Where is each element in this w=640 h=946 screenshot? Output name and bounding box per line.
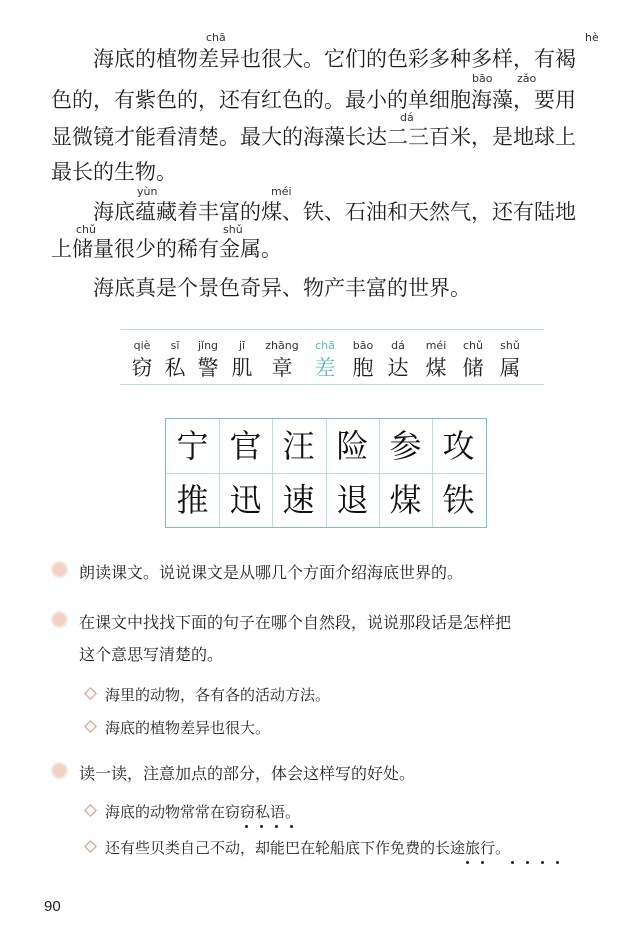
grid-char: 官	[229, 427, 262, 465]
writing-grid	[165, 418, 487, 528]
grid-char: 宁	[176, 427, 209, 465]
vocab-top-line	[120, 329, 544, 330]
grid-char: 推	[176, 481, 209, 519]
exercise-bullet-icon	[51, 561, 68, 578]
grid-char: 参	[389, 427, 422, 465]
exercise-1-text: 朗读课文。说说课文是从哪几个方面介绍海底世界的。	[79, 563, 464, 582]
grid-char: 速	[282, 481, 315, 519]
diamond-bullet-icon	[84, 687, 97, 700]
vocab-char: 私	[164, 356, 186, 380]
pinyin-zao: zǎo	[517, 72, 537, 85]
pinyin-shu: shǔ	[223, 223, 243, 236]
diamond-bullet-icon	[84, 840, 97, 853]
pinyin-chu: chǔ	[76, 223, 96, 236]
emphasis-dot	[290, 825, 293, 828]
exercise-3-text: 读一读，注意加点的部分，体会这样写的好处。	[79, 764, 416, 783]
vocab-char: 窃	[131, 356, 153, 380]
paragraph-1-line-4: 最长的生物。	[51, 160, 177, 184]
grid-char: 攻	[442, 427, 475, 465]
vocab-pinyin: shǔ	[500, 339, 520, 352]
vocab-char: 章	[271, 356, 293, 380]
exercise-bullet-icon	[51, 611, 68, 628]
exercise-2-item-2: 海底的植物差异也很大。	[105, 719, 271, 737]
paragraph-2-line-1: 海底蕴藏着丰富的煤、铁、石油和天然气，还有陆地	[93, 200, 576, 224]
paragraph-1-line-1: 海底的植物差异也很大。它们的色彩多种多样，有褐	[93, 47, 576, 71]
pinyin-yun: yùn	[137, 185, 158, 198]
grid-char: 险	[336, 427, 369, 465]
pinyin-mei: méi	[271, 185, 292, 198]
vocab-char: 胞	[352, 356, 374, 380]
vocab-char: 属	[499, 356, 521, 380]
vocab-pinyin: jī	[238, 339, 246, 352]
emphasis-dot	[481, 861, 484, 864]
vocab-pinyin: qiè	[133, 339, 151, 352]
vocab-char-highlight: 差	[314, 356, 336, 380]
vocab-pinyin: jǐng	[197, 339, 219, 352]
grid-char: 煤	[389, 481, 422, 519]
emphasis-dot	[541, 861, 544, 864]
exercise-3-item-1: 海底的动物常常在窃窃私语。	[105, 803, 301, 821]
diamond-bullet-icon	[84, 720, 97, 733]
vocab-char: 肌	[231, 356, 253, 380]
exercise-2-text-line-1: 在课文中找找下面的句子在哪个自然段，说说那段话是怎样把	[79, 613, 512, 632]
pinyin-da: dá	[400, 111, 414, 124]
vocab-char: 煤	[425, 356, 447, 380]
pinyin-bao: bāo	[472, 72, 493, 85]
paragraph-3-line-1: 海底真是个景色奇异、物产丰富的世界。	[93, 276, 471, 300]
vocab-bottom-line	[120, 384, 544, 385]
vocab-pinyin: bāo	[352, 339, 374, 352]
emphasis-dot	[275, 825, 278, 828]
vocab-pinyin-highlight: chā	[315, 339, 335, 352]
exercise-2-item-1: 海里的动物，各有各的活动方法。	[105, 686, 331, 704]
diamond-bullet-icon	[84, 804, 97, 817]
grid-char: 汪	[282, 427, 315, 465]
vocab-char: 警	[197, 356, 219, 380]
pinyin-he: hè	[585, 31, 599, 44]
paragraph-1-line-3: 显微镜才能看清楚。最大的海藻长达二三百米，是地球上	[51, 125, 576, 149]
grid-char: 退	[336, 481, 369, 519]
page-number: 90	[44, 898, 61, 915]
vocab-pinyin: zhāng	[265, 339, 299, 352]
exercise-3-item-2: 还有些贝类自己不动，却能巴在轮船底下作免费的长途旅行。	[105, 839, 511, 857]
exercise-2-text-line-2: 这个意思写清楚的。	[79, 645, 224, 664]
grid-char: 铁	[442, 481, 475, 519]
emphasis-dot	[556, 861, 559, 864]
emphasis-dot	[245, 825, 248, 828]
emphasis-dot	[526, 861, 529, 864]
vocab-pinyin: méi	[425, 339, 447, 352]
emphasis-dot	[260, 825, 263, 828]
emphasis-dot	[466, 861, 469, 864]
vocab-pinyin: sī	[170, 339, 180, 352]
paragraph-1-line-2: 色的，有紫色的，还有红色的。最小的单细胞海藻，要用	[51, 88, 576, 112]
grid-char: 迅	[229, 481, 262, 519]
vocab-pinyin: chǔ	[463, 339, 483, 352]
paragraph-2-line-2: 上储量很少的稀有金属。	[51, 237, 282, 261]
emphasis-dot	[511, 861, 514, 864]
vocab-char: 达	[387, 356, 409, 380]
vocab-char: 储	[462, 356, 484, 380]
vocab-pinyin: dá	[391, 339, 405, 352]
exercise-bullet-icon	[51, 762, 68, 779]
pinyin-cha: chā	[206, 31, 226, 44]
